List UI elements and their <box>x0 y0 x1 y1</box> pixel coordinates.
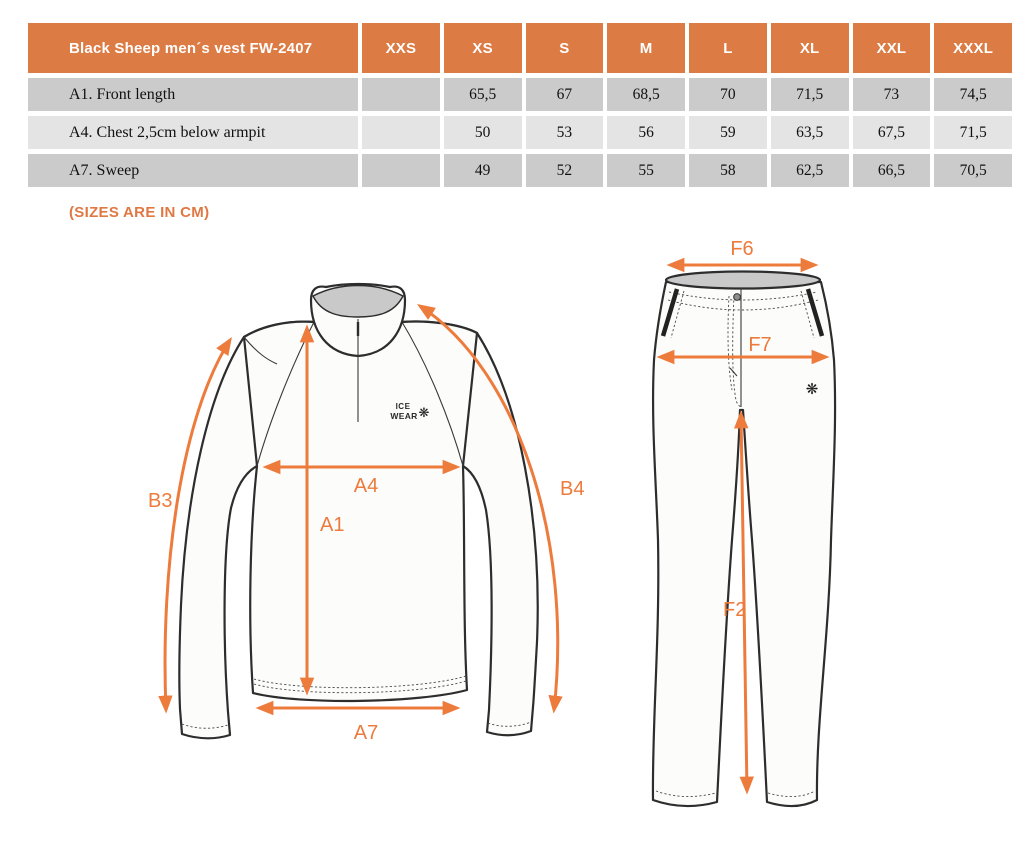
vest-b4-label: B4 <box>560 478 585 500</box>
size-value-cell: 71,5 <box>934 116 1012 149</box>
size-column-header-xs: XS <box>444 23 522 73</box>
size-column-header-s: S <box>526 23 604 73</box>
size-value-cell: 71,5 <box>771 78 849 111</box>
vest-a7-label: A7 <box>353 722 379 744</box>
pants-f7-label: F7 <box>748 334 772 356</box>
table-product-header: Black Sheep men´s vest FW-2407 <box>28 23 358 73</box>
size-value-cell: 55 <box>607 154 685 187</box>
size-column-header-l: L <box>689 23 767 73</box>
sizes-unit-note: (SIZES ARE IN CM) <box>69 204 210 221</box>
pants-f2-label: F2 <box>723 599 747 621</box>
size-value-cell: 74,5 <box>934 78 1012 111</box>
size-value-cell: 67,5 <box>853 116 931 149</box>
size-column-header-xxs: XXS <box>362 23 440 73</box>
size-value-cell: 58 <box>689 154 767 187</box>
vest-logo-snowflake-icon: ❋ <box>418 405 430 420</box>
size-column-header-xxxl: XXXL <box>934 23 1012 73</box>
vest-b3-label: B3 <box>148 490 173 512</box>
size-value-cell: 62,5 <box>771 154 849 187</box>
size-value-cell: 49 <box>444 154 522 187</box>
pants-snowflake-icon: ❋ <box>805 381 819 398</box>
vest-measurement-diagram <box>130 260 610 760</box>
row-label-front-length: A1. Front length <box>28 78 358 111</box>
vest-body <box>244 321 477 700</box>
size-column-header-xl: XL <box>771 23 849 73</box>
size-column-header-m: M <box>607 23 685 73</box>
row-label-chest: A4. Chest 2,5cm below armpit <box>28 116 358 149</box>
size-value-cell <box>362 78 440 111</box>
size-value-cell: 63,5 <box>771 116 849 149</box>
pants-button <box>734 294 741 301</box>
pants-waist-opening <box>666 272 820 289</box>
pants-f6-label: F6 <box>730 240 754 260</box>
size-value-cell: 53 <box>526 116 604 149</box>
size-value-cell: 73 <box>853 78 931 111</box>
vest-a1-label: A1 <box>320 514 345 536</box>
size-value-cell: 50 <box>444 116 522 149</box>
size-value-cell: 59 <box>689 116 767 149</box>
vest-logo-line1: ICE <box>395 402 411 411</box>
size-value-cell: 70,5 <box>934 154 1012 187</box>
vest-a4-label: A4 <box>353 475 379 497</box>
vest-logo-line2: WEAR <box>390 411 418 421</box>
size-value-cell: 56 <box>607 116 685 149</box>
size-value-cell: 52 <box>526 154 604 187</box>
pants-measurement-diagram <box>620 240 920 830</box>
size-value-cell: 68,5 <box>607 78 685 111</box>
size-value-cell <box>362 154 440 187</box>
size-value-cell: 65,5 <box>444 78 522 111</box>
row-label-sweep: A7. Sweep <box>28 154 358 187</box>
size-value-cell: 67 <box>526 78 604 111</box>
size-value-cell: 70 <box>689 78 767 111</box>
size-value-cell <box>362 116 440 149</box>
size-value-cell: 66,5 <box>853 154 931 187</box>
size-column-header-xxl: XXL <box>853 23 931 73</box>
size-table <box>28 23 1012 187</box>
